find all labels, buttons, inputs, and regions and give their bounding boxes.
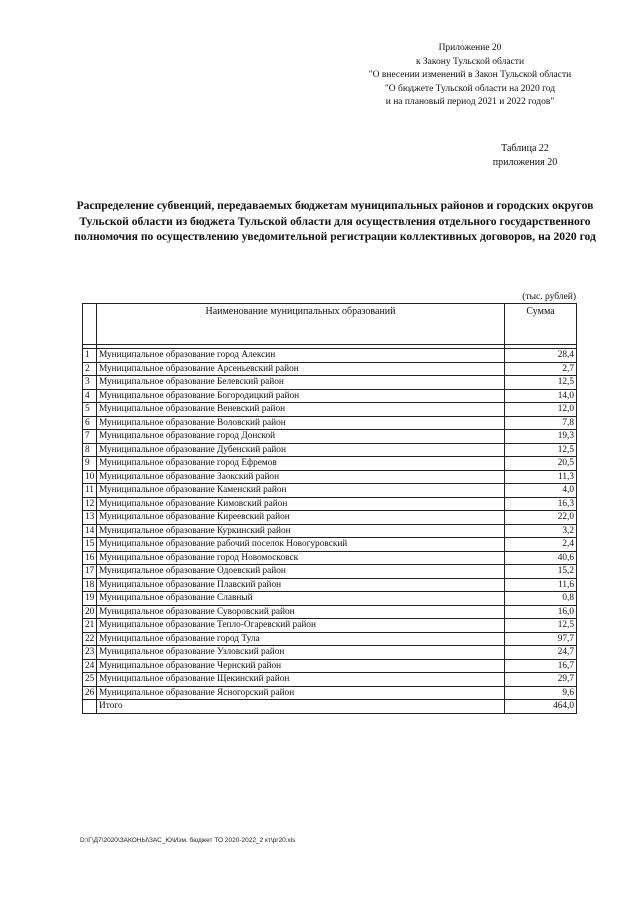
row-name: Муниципальное образование Куркинский район: [97, 524, 505, 538]
row-name: Муниципальное образование город Алексин: [97, 349, 505, 363]
units-label: (тыс. рублей): [522, 292, 576, 302]
table-row: [83, 511, 577, 525]
row-sum: 29,7: [505, 673, 577, 687]
row-name: Муниципальное образование Суворовский район: [97, 605, 505, 619]
row-name: Муниципальное образование Киреевский район: [97, 511, 505, 525]
table-row: [83, 430, 577, 444]
row-number: 22: [83, 632, 97, 646]
table-row: [83, 443, 577, 457]
row-sum: 28,4: [505, 349, 577, 363]
row-number: 23: [83, 646, 97, 660]
row-number: 16: [83, 551, 97, 565]
row-number: 18: [83, 578, 97, 592]
table-row: [83, 524, 577, 538]
header-number-cell: [83, 304, 97, 345]
table-row: [83, 565, 577, 579]
row-name: Муниципальное образование город Новомосковск: [97, 551, 505, 565]
row-sum: 7,8: [505, 416, 577, 430]
table-header-row: [83, 304, 577, 345]
table-row: [83, 592, 577, 606]
row-name: Муниципальное образование Арсеньевский район: [97, 362, 505, 376]
row-number: 3: [83, 376, 97, 390]
row-number: 25: [83, 673, 97, 687]
table-row: [83, 484, 577, 498]
appendix-law: к Закону Тульской области: [415, 56, 525, 67]
row-sum: 22,0: [505, 511, 577, 525]
row-sum: 0,8: [505, 592, 577, 606]
row-name: Муниципальное образование Чернский район: [97, 659, 505, 673]
row-number: 2: [83, 362, 97, 376]
row-sum: 4,0: [505, 484, 577, 498]
row-name: Муниципальное образование город Донской: [97, 430, 505, 444]
row-name: Муниципальное образование Заокский район: [97, 470, 505, 484]
row-number: 10: [83, 470, 97, 484]
row-number: 8: [83, 443, 97, 457]
row-name: Муниципальное образование Одоевский район: [97, 565, 505, 579]
row-number: 19: [83, 592, 97, 606]
row-sum: 15,2: [505, 565, 577, 579]
row-sum: 19,3: [505, 430, 577, 444]
row-number: 12: [83, 497, 97, 511]
table-row: [83, 551, 577, 565]
row-number: 20: [83, 605, 97, 619]
row-number: 26: [83, 686, 97, 700]
row-sum: 12,5: [505, 619, 577, 633]
table-row: [83, 362, 577, 376]
row-number: 6: [83, 416, 97, 430]
row-number: 11: [83, 484, 97, 498]
row-name: Муниципальное образование рабочий поселок Новогуровский: [97, 538, 505, 552]
total-sum: 464,0: [505, 700, 577, 714]
row-name: Муниципальное образование Ясногорский район: [97, 686, 505, 700]
row-name: Муниципальное образование Тепло-Огаревский район: [97, 619, 505, 633]
table-row: [83, 632, 577, 646]
table-appendix-ref: приложения 20: [492, 157, 558, 168]
table-row: [83, 416, 577, 430]
row-number: 1: [83, 349, 97, 363]
appendix-number: Приложение 20: [438, 43, 502, 53]
row-name: Муниципальное образование Дубенский район: [97, 443, 505, 457]
appendix-amendment: "О внесении изменений в Закон Тульской области: [368, 70, 572, 80]
total-label: Итого: [97, 700, 505, 714]
row-number: 15: [83, 538, 97, 552]
row-name: Муниципальное образование Щекинский район: [97, 673, 505, 687]
row-sum: 97,7: [505, 632, 577, 646]
row-number: 9: [83, 457, 97, 471]
total-number-cell: [83, 700, 97, 714]
row-sum: 9,6: [505, 686, 577, 700]
header-name-cell: Наименование муниципальных образований: [97, 304, 505, 345]
table-row: [83, 578, 577, 592]
table-row: [83, 403, 577, 417]
row-name: Муниципальное образование Белевский район: [97, 376, 505, 390]
row-number: 21: [83, 619, 97, 633]
row-number: 13: [83, 511, 97, 525]
row-sum: 2,4: [505, 538, 577, 552]
table-row: [83, 605, 577, 619]
subvention-table: [82, 303, 577, 714]
table-row: [83, 538, 577, 552]
row-sum: 20,5: [505, 457, 577, 471]
table-row: [83, 619, 577, 633]
row-number: 7: [83, 430, 97, 444]
row-sum: 16,7: [505, 659, 577, 673]
row-name: Муниципальное образование Узловский район: [97, 646, 505, 660]
row-name: Муниципальное образование Плавский район: [97, 578, 505, 592]
table-row: [83, 470, 577, 484]
row-sum: 16,3: [505, 497, 577, 511]
row-number: 5: [83, 403, 97, 417]
table-reference: [470, 142, 580, 170]
header-sum-cell: Сумма: [505, 304, 577, 345]
table-row: [83, 673, 577, 687]
table-row: [83, 686, 577, 700]
row-name: Муниципальное образование Веневский район: [97, 403, 505, 417]
appendix-header: [350, 42, 590, 110]
row-number: 4: [83, 389, 97, 403]
row-number: 17: [83, 565, 97, 579]
row-name: Муниципальное образование город Тула: [97, 632, 505, 646]
row-name: Муниципальное образование город Ефремов: [97, 457, 505, 471]
document-title: Распределение субвенций, передаваемых бюджетам муниципальных районов и городских округов Тульской области из бюджета Тульской области для осуществления отдельного государственного полномочия по осуществлению уведомительной регистрации коллективных договоров, на 2020 год: [74, 199, 596, 243]
row-sum: 11,3: [505, 470, 577, 484]
table-row: [83, 389, 577, 403]
table-body: [83, 345, 577, 700]
table-row: [83, 497, 577, 511]
table-row: [83, 659, 577, 673]
row-sum: 12,0: [505, 403, 577, 417]
row-name: Муниципальное образование Богородицкий район: [97, 389, 505, 403]
row-name: Муниципальное образование Славный: [97, 592, 505, 606]
row-name: Муниципальное образование Воловский район: [97, 416, 505, 430]
table-row: [83, 646, 577, 660]
appendix-budget-law: "О бюджете Тульской области на 2020 год: [384, 83, 556, 94]
row-sum: 3,2: [505, 524, 577, 538]
appendix-period: и на плановый период 2021 и 2022 годов": [385, 97, 555, 107]
row-sum: 40,6: [505, 551, 577, 565]
table-total-row: [83, 700, 577, 714]
table-row: [83, 457, 577, 471]
table-row: [83, 376, 577, 390]
file-path-footer: D:\Г\Д7\2020\ЗАКОНЫ\ЗАС_Ю\Изм. бюджет ТО 2020-2022_2 кт\pr20.xls: [80, 837, 296, 844]
row-name: Муниципальное образование Кимовский район: [97, 497, 505, 511]
row-number: 24: [83, 659, 97, 673]
row-sum: 24,7: [505, 646, 577, 660]
row-sum: 12,5: [505, 443, 577, 457]
row-sum: 2,7: [505, 362, 577, 376]
row-number: 14: [83, 524, 97, 538]
table-row: [83, 349, 577, 363]
row-name: Муниципальное образование Каменский район: [97, 484, 505, 498]
row-sum: 11,6: [505, 578, 577, 592]
row-sum: 16,0: [505, 605, 577, 619]
row-sum: 12,5: [505, 376, 577, 390]
table-number: Таблица 22: [501, 143, 549, 154]
row-sum: 14,0: [505, 389, 577, 403]
